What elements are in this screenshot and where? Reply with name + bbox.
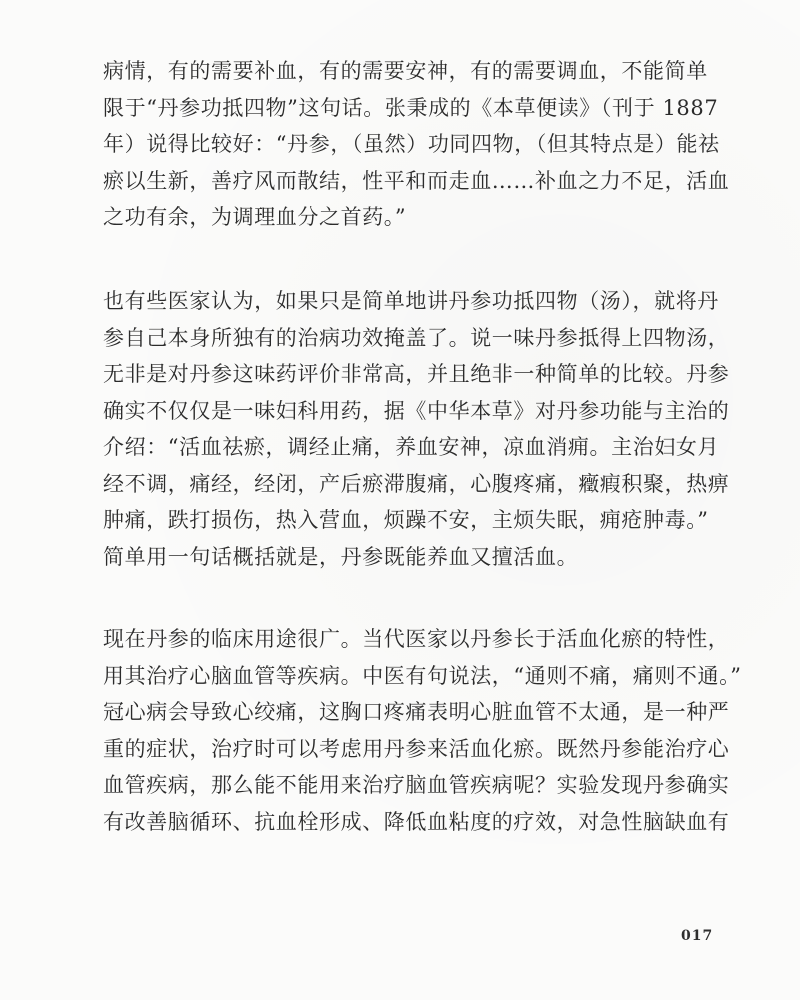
- paragraph-line: 限于“丹参功抵四物”这句话。张秉成的《本草便读》（刊于 1887: [103, 95, 719, 120]
- paragraph-line: 确实不仅仅是一味妇科用药，据《中华本草》对丹参功能与主治的: [103, 398, 730, 423]
- paragraph-line: 病情，有的需要补血，有的需要安神，有的需要调血，不能简单: [103, 59, 708, 83]
- paragraph-line: 瘀以生新，善疗风而散结，性平和而走血……补血之力不足，活血: [103, 168, 730, 193]
- paragraph-line: 无非是对丹参这味药评价非常高，并且绝非一种简单的比较。丹参: [103, 362, 730, 386]
- paragraph-line: 年）说得比较好：“丹参，（虽然）功同四物，（但其特点是）能祛: [103, 132, 720, 156]
- paragraph-line: 肿痛，跌打损伤，热入营血，烦躁不安，主烦失眠，痈疮肿毒。”: [103, 508, 709, 532]
- paragraph-line: 也有些医家认为，如果只是简单地讲丹参功抵四物（汤），就将丹: [103, 289, 719, 313]
- paragraph-line: 简单用一句话概括就是，丹参既能养血又擅活血。: [103, 544, 579, 569]
- paragraph-line: 有改善脑循环、抗血栓形成、降低血粘度的疗效，对急性脑缺血有: [103, 809, 730, 834]
- paragraph-2: [103, 283, 730, 575]
- paragraph-3: [103, 621, 742, 840]
- paragraph-line: 现在丹参的临床用途很广。当代医家以丹参长于活血化瘀的特性，: [103, 627, 730, 651]
- paragraph-line: 经不调，痛经，经闭，产后瘀滞腹痛，心腹疼痛，癥瘕积聚，热痹: [103, 471, 730, 496]
- paragraph-line: 用其治疗心脑血管等疾病。中医有句说法，“通则不痛，痛则不通。”: [103, 663, 742, 688]
- paragraph-1: [103, 53, 730, 236]
- paragraph-line: 冠心病会导致心绞痛，这胸口疼痛表明心脏血管不太通，是一种严: [103, 700, 730, 724]
- paragraph-line: 重的症状，治疗时可以考虑用丹参来活血化瘀。既然丹参能治疗心: [103, 736, 730, 761]
- paragraph-line: 血管疾病，那么能不能用来治疗脑血管疾病呢？实验发现丹参确实: [103, 773, 730, 797]
- paragraph-line: 之功有余，为调理血分之首药。”: [103, 205, 407, 229]
- paragraph-line: 介绍：“活血祛瘀，调经止痛，养血安神，凉血消痈。主治妇女月: [103, 435, 720, 459]
- page-number: 017: [681, 928, 714, 944]
- paragraph-line: 参自己本身所独有的治病功效掩盖了。说一味丹参抵得上四物汤，: [103, 325, 730, 350]
